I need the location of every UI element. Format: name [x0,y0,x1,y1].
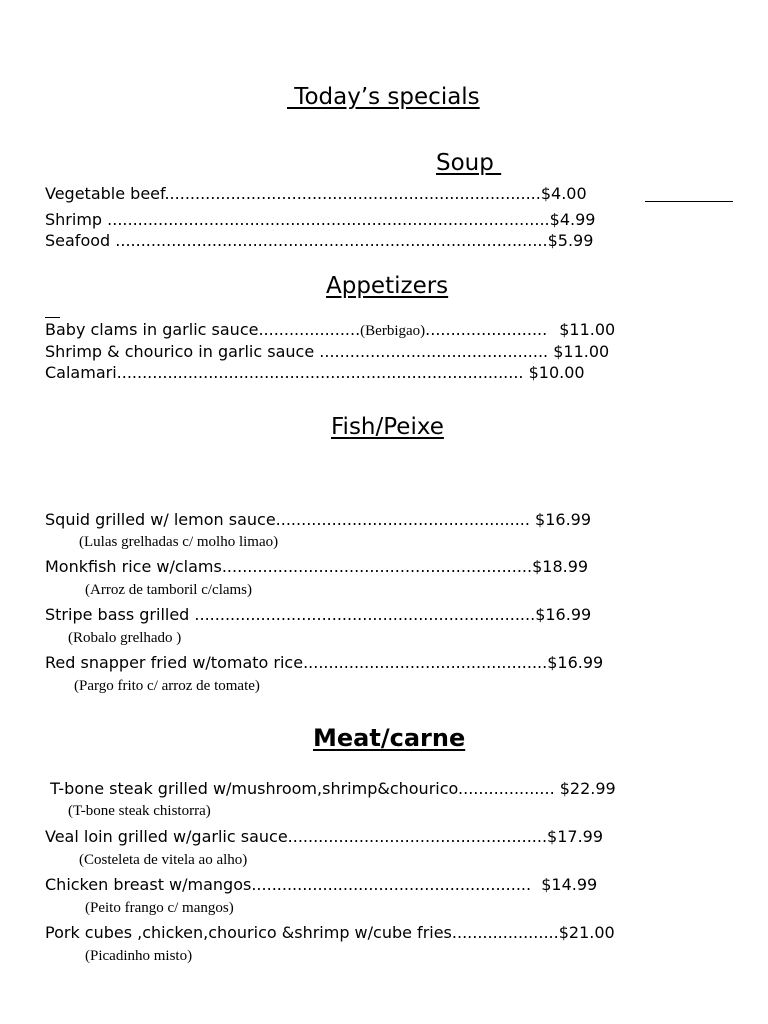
menu-item [45,779,616,798]
item-dots: ........................ [425,320,548,339]
item-price: $16.99 [529,510,592,529]
item-price: $14.99 [531,875,598,894]
menu-item [45,210,595,229]
item-dots: ....................................................... [251,875,532,894]
item-dots: ................................................... [287,827,548,846]
item-translation: (Lulas grelhadas c/ molho limao) [79,534,279,550]
item-price: $17.99 [547,827,604,846]
item-dots: ..................................................................................... [115,231,548,250]
menu-item [45,510,591,529]
item-name: Chicken breast w/mangos [45,875,252,894]
menu-item [45,557,588,576]
item-dots: ................... [458,779,555,798]
item-price: $16.99 [547,653,604,672]
menu-item [45,653,603,672]
menu-item [45,875,597,894]
item-price: $22.99 [554,779,616,798]
item-price: $4.00 [540,184,587,203]
item-price: $18.99 [532,557,589,576]
item-name: Shrimp & chourico in garlic sauce [45,342,320,361]
item-price: $4.99 [549,210,596,229]
item-dots: ....................................................................................... [107,210,550,229]
appetizers-heading: Appetizers [326,273,449,299]
item-name: Shrimp [45,210,108,229]
item-name: Veal loin grilled w/garlic sauce [45,827,288,846]
item-price: $11.00 [548,342,610,361]
menu-item [45,231,593,250]
fish-heading: Fish/Peixe [331,414,444,440]
meat-heading: Meat/carne [313,724,466,752]
item-name: Seafood [45,231,116,250]
menu-item [45,342,609,361]
item-name: T-bone steak grilled w/mushroom,shrimp&chourico [45,779,459,798]
menu-item [45,184,587,203]
item-dots: .................... [258,320,361,339]
item-dots: ............................................. [319,342,549,361]
item-name: Calamari [45,363,117,382]
item-name: Red snapper fried w/tomato rice [45,653,304,672]
menu-item [45,605,591,624]
item-name: Stripe bass grilled [45,605,195,624]
item-translation: (Arroz de tamboril c/clams) [85,582,253,598]
item-name: Pork cubes ,chicken,chourico &shrimp w/cube fries [45,923,452,942]
item-name: Squid grilled w/ lemon sauce [45,510,276,529]
menu-item [45,363,585,382]
item-translation: (Picadinho misto) [85,948,193,964]
item-price: $21.00 [558,923,615,942]
item-dots: ..................... [451,923,559,942]
page-title: Today’s specials [287,84,480,110]
menu-item [45,320,615,340]
item-dots: .................................................. [275,510,530,529]
item-translation: (Peito frango c/ mangos) [85,900,234,916]
item-price: $16.99 [535,605,592,624]
item-translation: (Costeleta de vitela ao alho) [79,852,248,868]
item-translation: (Pargo frito c/ arroz de tomate) [74,678,260,694]
item-dots: ................................................................... [194,605,536,624]
soup-heading: Soup [436,150,502,176]
item-translation: (T-bone steak chistorra) [68,803,211,819]
menu-item [45,923,615,942]
item-note: (Berbigao) [360,323,426,339]
item-name: Baby clams in garlic sauce [45,320,259,339]
item-price: $11.00 [559,320,616,339]
item-price: $5.99 [547,231,594,250]
item-price: $10.00 [523,363,585,382]
item-dots: ................................................................................ [116,363,524,382]
item-translation: (Robalo grelhado ) [68,630,182,646]
underline-rule [45,317,60,318]
item-name: Vegetable beef [45,184,165,203]
item-dots: ............................................................. [221,557,533,576]
underline-rule [645,201,733,202]
item-dots: ................................................ [303,653,548,672]
item-dots: .......................................................................... [164,184,541,203]
menu-item [45,827,603,846]
item-name: Monkfish rice w/clams [45,557,222,576]
